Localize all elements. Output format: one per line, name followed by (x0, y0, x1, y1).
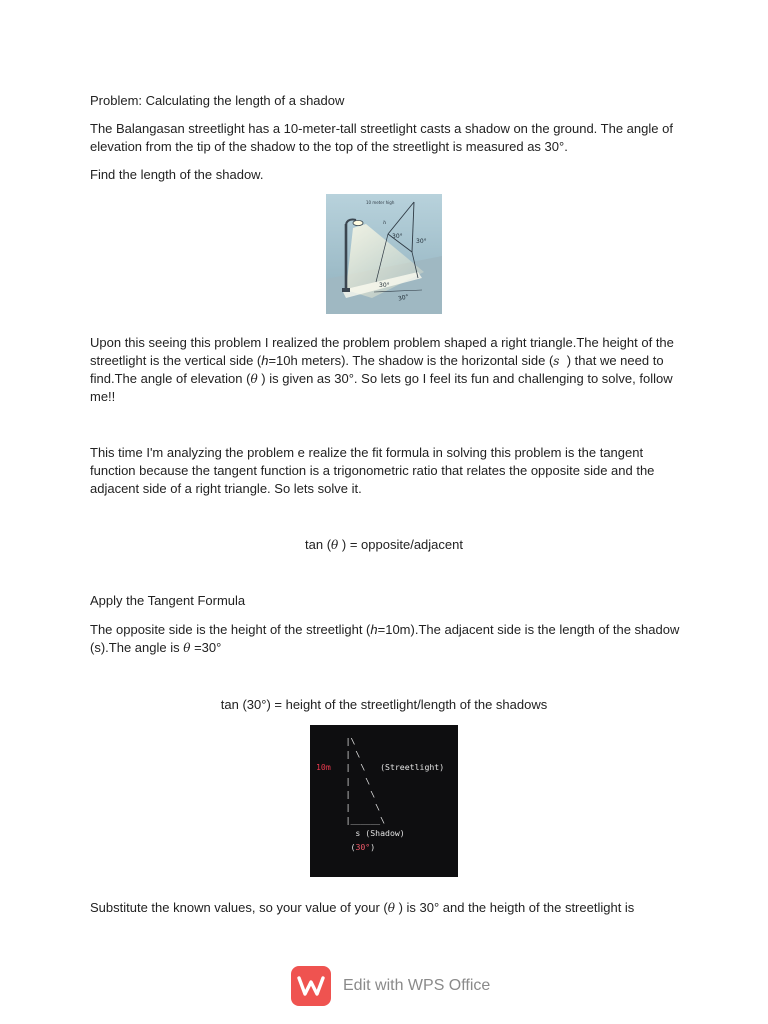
paragraph-substitute (90, 899, 680, 917)
theta-symbol: θ (331, 538, 339, 552)
streetlight-illustration (326, 194, 442, 314)
figure-angle-b: 30° (416, 238, 427, 245)
problem-statement: The Balangasan streetlight has a 10-meter-tall streetlight casts a shadow on the ground. The angle of elevation from the tip of the shadow to the top of the streetlight is measured as 30°. (90, 121, 673, 154)
paragraph1-text-2: =10h meters). The shadow is the horizontal side ( (268, 353, 554, 368)
paragraph-tangent-reasoning: This time I'm analyzing the problem e realize the fit formula in solving this problem is the tangent function because the tangent function is a trigonometric ratio that relates the opposite side and the adjacent side of a right triangle. So lets solve it. (90, 445, 655, 496)
theta-symbol: θ (183, 641, 191, 655)
ascii-triangle-diagram (310, 725, 458, 877)
figure-angle-bottom: 30° (397, 293, 410, 303)
theta-symbol: θ (387, 901, 395, 915)
ascii-line: | \ (316, 749, 361, 760)
ascii-line: |______\ (316, 815, 386, 826)
ascii-line: | \ (316, 802, 381, 813)
ascii-line: | \ (Streetlight) (330, 762, 445, 773)
formula1-post: ) = opposite/adjacent (341, 537, 463, 552)
ascii-shadow-label: s (Shadow) (316, 828, 405, 839)
paragraph1-text-4: ) is given as 30°. So lets go I feel its fun and challenging to solve, follow me!! (90, 371, 673, 404)
ascii-line: | \ (316, 788, 376, 799)
paragraph1-text-3: ) that we need to find.The angle of elevation ( (90, 353, 664, 386)
wps-edit-label[interactable]: Edit with WPS Office (343, 977, 491, 994)
paragraph3-text-3: =30° (194, 640, 222, 655)
apply-heading: Apply the Tangent Formula (90, 593, 246, 608)
ascii-height-label: 10m (316, 762, 331, 773)
paragraph1-text-1: Upon this seeing this problem I realized the problem problem shaped a right triangle.The height of the streetlight is the vertical side ( (90, 335, 674, 368)
wps-w-icon (297, 975, 325, 997)
problem-title: Problem: Calculating the length of a shadow (90, 93, 345, 108)
figure-angle-a: 30° (392, 233, 403, 240)
paragraph4-text-1: Substitute the known values, so your value of your ( (90, 900, 388, 915)
shadow-variable: s (553, 354, 560, 368)
paragraph3-text-2: =10m).The adjacent side is the length of the shadow (s).The angle is (90, 622, 680, 655)
paragraph4-text-2: ) is 30° and the heigth of the streetlight is (398, 900, 635, 915)
paragraph-apply-tangent (90, 621, 680, 657)
find-prompt: Find the length of the shadow. (90, 167, 264, 182)
figure-caption: 10 meter high (366, 200, 395, 205)
paragraph-right-triangle (90, 334, 680, 406)
height-variable: h (261, 353, 269, 368)
tangent-formula (0, 536, 768, 554)
ascii-angle-value: 30° (355, 841, 371, 852)
wps-edit-banner[interactable] (291, 965, 490, 1007)
ascii-angle-open: ( (316, 841, 356, 852)
paragraph3-text-1: The opposite side is the height of the streetlight ( (90, 622, 371, 637)
ascii-angle-close: ) (370, 841, 376, 852)
ascii-line: | \ (316, 775, 371, 786)
wps-logo-icon (291, 966, 331, 1006)
theta-symbol: θ (250, 372, 258, 386)
tangent-substitution-formula: tan (30°) = height of the streetlight/length of the shadows (220, 697, 548, 712)
height-variable: h (370, 622, 378, 637)
formula1-pre: tan ( (305, 537, 332, 552)
figure-angle-ground: 30° (379, 282, 390, 289)
figure-label-h: h (383, 220, 387, 226)
ascii-line: |\ (316, 736, 356, 746)
